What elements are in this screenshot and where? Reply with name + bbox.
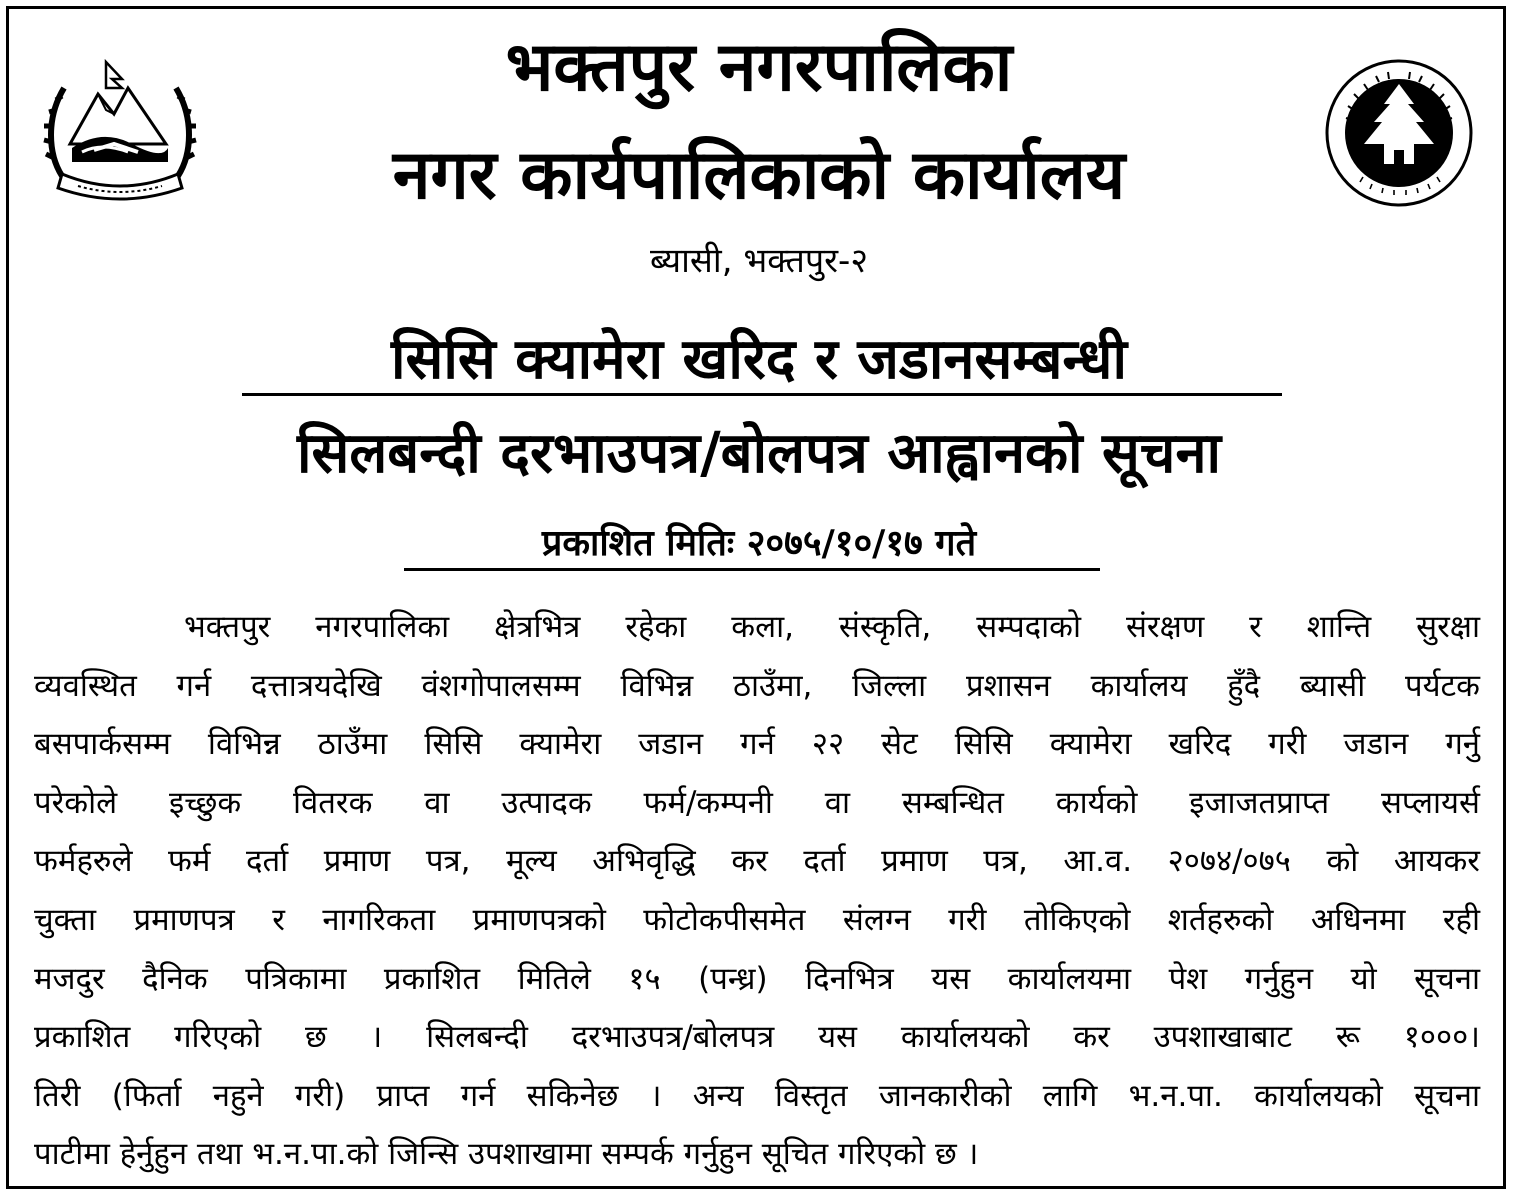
notice-heading-primary: सिसि क्यामेरा खरिद र जडानसम्बन्धी bbox=[391, 327, 1127, 392]
body-line: भक्तपुर नगरपालिका क्षेत्रभित्र रहेका कला, संस्कृति, सम्पदाको संरक्षण र शान्ति सुरक्षा bbox=[184, 609, 1480, 645]
body-line: मजदुर दैनिक पत्रिकामा प्रकाशित मितिले १५ (पन्ध्र) दिनभित्र यस कार्यालयमा पेश गर्नुहुन यो सूचना bbox=[34, 960, 1480, 997]
body-line: पाटीमा हेर्नुहुन तथा भ.न.पा.को जिन्सि उपशाखामा सम्पर्क गर्नुहुन सूचित गरिएको छ । bbox=[34, 1136, 979, 1173]
body-line: तिरी (फिर्ता नहुने गरी) प्राप्त गर्न सकिनेछ । अन्य विस्तृत जानकारीको लागि भ.न.पा. कार्यालयको सूचना bbox=[34, 1077, 1480, 1114]
published-date: प्रकाशित मितिः २०७५/१०/१७ गते bbox=[541, 523, 977, 564]
municipality-name: भक्तपुर नगरपालिका bbox=[505, 28, 1013, 107]
published-date-underline bbox=[404, 568, 1100, 571]
heading-underline bbox=[242, 393, 1282, 396]
office-address: ब्यासी, भक्तपुर-२ bbox=[650, 241, 868, 281]
notice-body bbox=[34, 598, 1480, 1184]
body-line: फर्महरुले फर्म दर्ता प्रमाण पत्र, मूल्य अभिवृद्धि कर दर्ता प्रमाण पत्र, आ.व. २०७४/०७५ को आयकर bbox=[34, 843, 1480, 880]
body-line: बसपार्कसम्म विभिन्न ठाउँमा सिसि क्यामेरा जडान गर्न २२ सेट सिसि क्यामेरा खरिद गरी जडान गर्नु bbox=[34, 726, 1480, 763]
body-line: व्यवस्थित गर्न दत्तात्रयदेखि वंशगोपालसम्म विभिन्न ठाउँमा, जिल्ला प्रशासन कार्यालय हुँदै ब्यासी पर्यटक bbox=[34, 667, 1480, 704]
body-line: परेकोले इच्छुक वितरक वा उत्पादक फर्म/कम्पनी वा सम्बन्धित कार्यको इजाजतप्राप्त सप्लायर्स bbox=[34, 784, 1480, 821]
notice-heading-secondary: सिलबन्दी दरभाउपत्र/बोलपत्र आह्वानको सूचना bbox=[296, 421, 1222, 486]
body-line: चुक्ता प्रमाणपत्र र नागरिकता प्रमाणपत्रको फोटोकपीसमेत संलग्न गरी तोकिएको शर्तहरुको अधिनमा रही bbox=[34, 901, 1480, 938]
office-name: नगर कार्यपालिकाको कार्यालय bbox=[392, 136, 1126, 215]
body-line: प्रकाशित गरिएको छ । सिलबन्दी दरभाउपत्र/बोलपत्र यस कार्यालयको कर उपशाखाबाट रू १०००। bbox=[34, 1019, 1480, 1056]
